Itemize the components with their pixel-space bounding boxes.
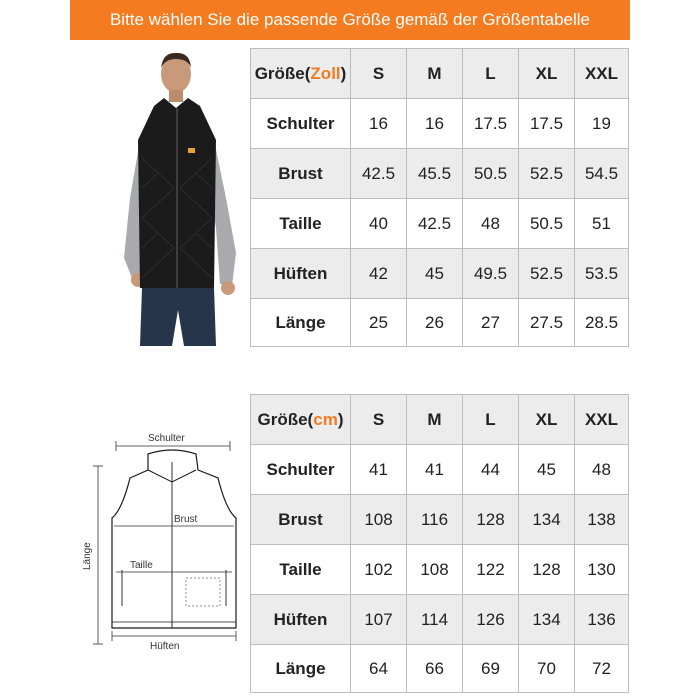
table-cell: 17.5	[519, 99, 575, 149]
size-table-inch	[250, 48, 629, 347]
table-cell: 72	[575, 645, 629, 693]
table-cell: 102	[351, 545, 407, 595]
table-cell: 41	[351, 445, 407, 495]
table-cell: 41	[407, 445, 463, 495]
table-cell: 44	[463, 445, 519, 495]
table-cell: 42.5	[407, 199, 463, 249]
table-cell: 114	[407, 595, 463, 645]
table-cell: 26	[407, 299, 463, 347]
table-row	[251, 199, 629, 249]
table-cell: 136	[575, 595, 629, 645]
table-cell: 66	[407, 645, 463, 693]
size-xl-header: XL	[519, 395, 575, 445]
table-cell: 28.5	[575, 299, 629, 347]
table-cell: 134	[519, 595, 575, 645]
table-cell: 19	[575, 99, 629, 149]
table-row	[251, 249, 629, 299]
unit-cm: cm	[313, 409, 338, 429]
model-wearing-vest-image	[118, 48, 246, 346]
table-cell: 134	[519, 495, 575, 545]
table-cell: 48	[575, 445, 629, 495]
size-m-header: M	[407, 49, 463, 99]
row-label: Taille	[251, 545, 351, 595]
table-cell: 16	[407, 99, 463, 149]
table-cell: 16	[351, 99, 407, 149]
table-cell: 52.5	[519, 149, 575, 199]
table-cell: 108	[407, 545, 463, 595]
size-xxl-header: XXL	[575, 49, 629, 99]
table-cell: 17.5	[463, 99, 519, 149]
table-cell: 107	[351, 595, 407, 645]
table-cell: 51	[575, 199, 629, 249]
row-label: Schulter	[251, 99, 351, 149]
table-row	[251, 545, 629, 595]
table-cell: 45	[519, 445, 575, 495]
table-row	[251, 299, 629, 347]
table-cell: 45.5	[407, 149, 463, 199]
table-row	[251, 99, 629, 149]
size-s-header: S	[351, 49, 407, 99]
row-label: Brust	[251, 495, 351, 545]
size-table-cm	[250, 394, 629, 693]
label-schulter: Schulter	[148, 433, 185, 444]
table-cell: 40	[351, 199, 407, 249]
label-taille: Taille	[130, 560, 153, 571]
size-header-cell: Größe(cm)	[251, 395, 351, 445]
table-row	[251, 149, 629, 199]
table-cell: 27.5	[519, 299, 575, 347]
label-brust: Brust	[174, 514, 198, 525]
title-banner	[70, 0, 630, 40]
vest-outline-diagram	[76, 422, 256, 662]
size-l-header: L	[463, 395, 519, 445]
table-cell: 70	[519, 645, 575, 693]
row-label: Taille	[251, 199, 351, 249]
table-cell: 130	[575, 545, 629, 595]
table-cell: 108	[351, 495, 407, 545]
row-label: Länge	[251, 645, 351, 693]
size-xl-header: XL	[519, 49, 575, 99]
table-cell: 116	[407, 495, 463, 545]
table-cell: 128	[463, 495, 519, 545]
row-label: Länge	[251, 299, 351, 347]
table-cell: 53.5	[575, 249, 629, 299]
table-cell: 69	[463, 645, 519, 693]
measurement-diagram	[76, 422, 256, 662]
size-l-header: L	[463, 49, 519, 99]
table-cell: 64	[351, 645, 407, 693]
table-cell: 27	[463, 299, 519, 347]
table-row	[251, 445, 629, 495]
unit-inch: Zoll	[310, 63, 341, 83]
table-row	[251, 495, 629, 545]
table-cell: 54.5	[575, 149, 629, 199]
table-cell: 45	[407, 249, 463, 299]
row-label: Schulter	[251, 445, 351, 495]
size-m-header: M	[407, 395, 463, 445]
table-cell: 138	[575, 495, 629, 545]
label-hueften: Hüften	[150, 641, 180, 652]
table-row	[251, 645, 629, 693]
table-cell: 49.5	[463, 249, 519, 299]
banner-text: Bitte wählen Sie die passende Größe gemäß der Größentabelle	[109, 10, 591, 29]
table-cell: 126	[463, 595, 519, 645]
row-label: Brust	[251, 149, 351, 199]
row-label: Hüften	[251, 595, 351, 645]
table-cell: 50.5	[519, 199, 575, 249]
table-cell: 122	[463, 545, 519, 595]
size-header-cell: Größe(Zoll)	[251, 49, 351, 99]
table-cell: 25	[351, 299, 407, 347]
table-cell: 42.5	[351, 149, 407, 199]
size-xxl-header: XXL	[575, 395, 629, 445]
table-row	[251, 595, 629, 645]
table-cell: 52.5	[519, 249, 575, 299]
size-s-header: S	[351, 395, 407, 445]
table-cell: 42	[351, 249, 407, 299]
product-photo	[118, 48, 246, 346]
table-cell: 48	[463, 199, 519, 249]
table-cell: 50.5	[463, 149, 519, 199]
label-laenge: Länge	[82, 542, 93, 570]
table-cell: 128	[519, 545, 575, 595]
row-label: Hüften	[251, 249, 351, 299]
